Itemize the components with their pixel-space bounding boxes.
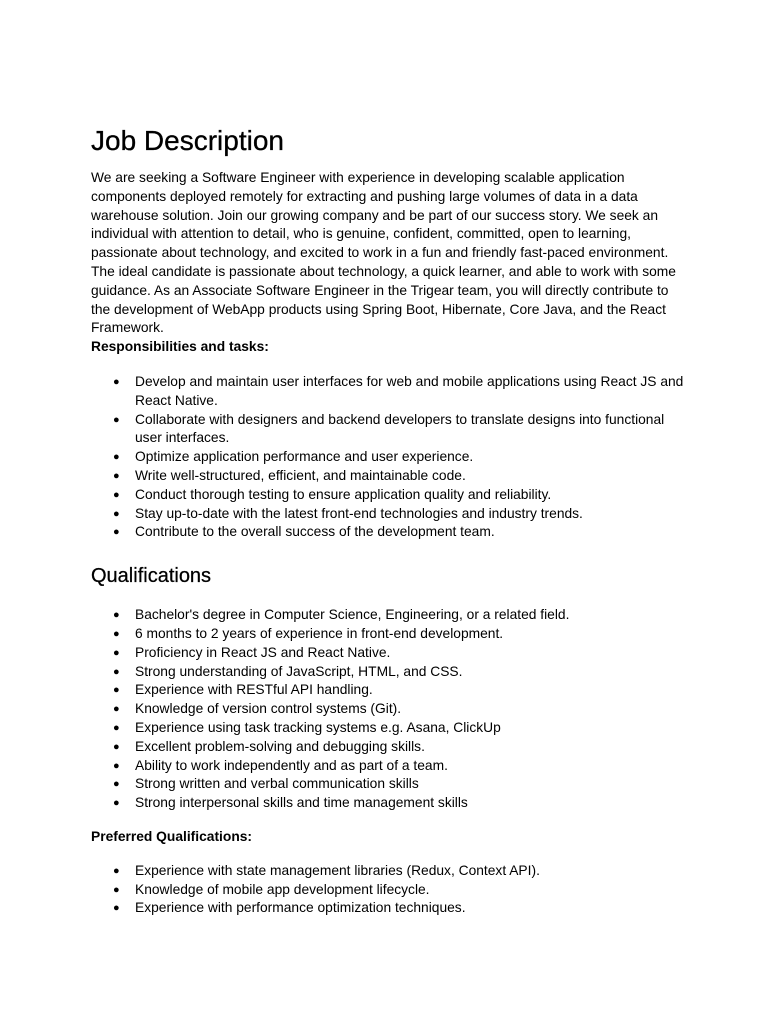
bullet-icon: ● — [113, 375, 120, 388]
bullet-icon: ● — [113, 740, 120, 753]
list-item — [91, 700, 691, 719]
bullet-icon: ● — [113, 627, 120, 640]
bullet-icon: ● — [113, 488, 120, 501]
list-item-text: Write well-structured, efficient, and maintainable code. — [135, 467, 466, 483]
list-item-text: Knowledge of mobile app development lifecycle. — [135, 881, 430, 897]
list-item — [91, 505, 691, 524]
list-item — [91, 738, 691, 757]
list-item — [91, 373, 691, 411]
list-item — [91, 663, 691, 682]
list-item — [91, 681, 691, 700]
list-item — [91, 862, 691, 881]
list-item-text: 6 months to 2 years of experience in front-end development. — [135, 625, 504, 641]
list-item-text: Develop and maintain user interfaces for web and mobile applications using React JS and React Native. — [135, 373, 684, 408]
list-item — [91, 411, 691, 449]
list-item-text: Ability to work independently and as part of a team. — [135, 757, 448, 773]
bullet-icon: ● — [113, 526, 120, 539]
list-item-text: Strong understanding of JavaScript, HTML, and CSS. — [135, 663, 463, 679]
list-item — [91, 523, 691, 542]
list-item-text: Conduct thorough testing to ensure application quality and reliability. — [135, 486, 552, 502]
list-item-text: Bachelor's degree in Computer Science, Engineering, or a related field. — [135, 607, 570, 623]
list-item — [91, 467, 691, 486]
bullet-icon: ● — [113, 721, 120, 734]
list-item — [91, 448, 691, 467]
bullet-icon: ● — [113, 507, 120, 520]
bullet-icon: ● — [113, 759, 120, 772]
qualifications-heading: Qualifications — [91, 565, 212, 588]
list-item-text: Optimize application performance and user experience. — [135, 449, 474, 465]
bullet-icon: ● — [113, 469, 120, 482]
bullet-icon: ● — [113, 864, 120, 877]
bullet-icon: ● — [113, 646, 120, 659]
bullet-icon: ● — [113, 609, 120, 622]
list-item-text: Collaborate with designers and backend developers to translate designs into functional user interfaces. — [135, 411, 665, 446]
list-item — [91, 606, 691, 625]
list-item-text: Contribute to the overall success of the development team. — [135, 524, 495, 540]
list-item — [91, 881, 691, 900]
responsibilities-list — [91, 373, 691, 542]
bullet-icon: ● — [113, 451, 120, 464]
list-item-text: Experience with RESTful API handling. — [135, 682, 373, 698]
bullet-icon: ● — [113, 778, 120, 791]
intro-paragraph: We are seeking a Software Engineer with experience in developing scalable application components deployed remotely for extracting and pushing large volumes of data in a data warehouse solution. Join our growing company and be part of our success story. We seek an individual with attention to detail, who is genuine, confident, committed, open to learning, passionate about technology, and excited to work in a fun and friendly fast-paced environment. The ideal candidate is passionate about technology, a quick learner, and able to work with some guidance. As an Associate Software Engineer in the Trigear team, you will directly contribute to the development of WebApp products using Spring Boot, Hibernate, Core Java, and the React Framework. — [91, 170, 676, 336]
list-item — [91, 757, 691, 776]
list-item-text: Experience with performance optimization techniques. — [135, 900, 466, 916]
preferred-qualifications-heading: Preferred Qualifications: — [91, 828, 253, 844]
document-page — [91, 122, 691, 918]
bullet-icon: ● — [113, 684, 120, 697]
list-item — [91, 486, 691, 505]
list-item — [91, 719, 691, 738]
list-item-text: Excellent problem-solving and debugging skills. — [135, 738, 425, 754]
qualifications-list — [91, 606, 691, 813]
list-item-text: Strong interpersonal skills and time management skills — [135, 795, 468, 811]
list-item-text: Experience using task tracking systems e.g. Asana, ClickUp — [135, 719, 501, 735]
bullet-icon: ● — [113, 902, 120, 915]
list-item-text: Proficiency in React JS and React Native. — [135, 644, 391, 660]
preferred-qualifications-list — [91, 862, 691, 918]
page-title: Job Description — [91, 125, 284, 156]
list-item-text: Knowledge of version control systems (Git). — [135, 701, 402, 717]
list-item-text: Stay up-to-date with the latest front-end technologies and industry trends. — [135, 505, 583, 521]
bullet-icon: ● — [113, 797, 120, 810]
list-item — [91, 899, 691, 918]
list-item — [91, 794, 691, 813]
responsibilities-heading: Responsibilities and tasks: — [91, 339, 269, 355]
list-item-text: Strong written and verbal communication skills — [135, 776, 419, 792]
bullet-icon: ● — [113, 883, 120, 896]
list-item — [91, 644, 691, 663]
bullet-icon: ● — [113, 703, 120, 716]
bullet-icon: ● — [113, 665, 120, 678]
list-item — [91, 625, 691, 644]
bullet-icon: ● — [113, 413, 120, 426]
list-item — [91, 775, 691, 794]
list-item-text: Experience with state management libraries (Redux, Context API). — [135, 862, 540, 878]
